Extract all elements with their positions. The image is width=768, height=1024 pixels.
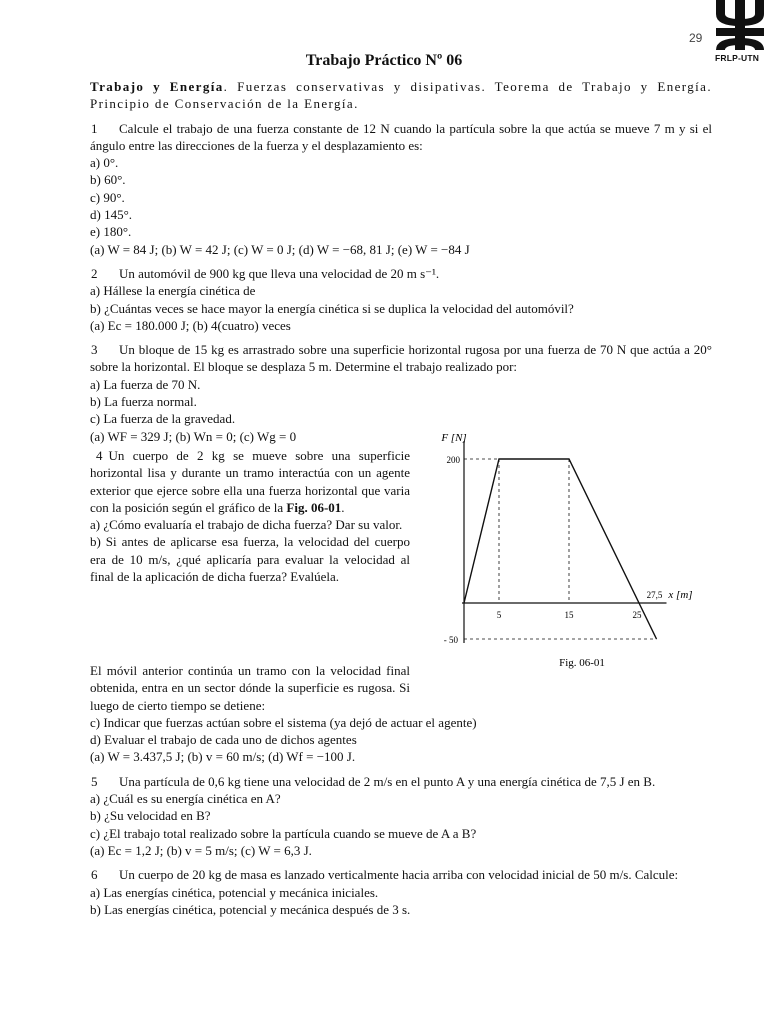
figure-06-01 (420, 431, 712, 673)
question-4-continuation: El móvil anterior continúa un tramo con la velocidad final obtenida, entra en un sector dónde la superficie es rugosa. Si luego de cierto tiempo se detiene: (90, 662, 410, 713)
question-text: Un automóvil de 900 kg que lleva una velocidad de 20 m s⁻¹. (119, 265, 440, 281)
x-tick-label: 27,5 (646, 589, 663, 600)
x-tick-label: 5 (496, 609, 502, 620)
question-text: Una partícula de 0,6 kg tiene una velocidad de 2 m/s en el punto A y una energía cinética de 7,5 J en B. (119, 773, 656, 789)
force-position-chart (420, 431, 712, 673)
question-number: 4 (96, 447, 103, 463)
list-item: a) La fuerza de 70 N. (90, 376, 201, 392)
list-item: b) La fuerza normal. (90, 394, 197, 410)
question-number: 3 (91, 342, 98, 358)
question-number: 1 (91, 120, 98, 136)
figure-reference: Fig. 06-01 (286, 499, 342, 515)
question-3 (90, 341, 712, 376)
question-6 (90, 866, 712, 883)
force-series-line (464, 459, 657, 639)
list-item: c) 90°. (90, 189, 125, 205)
list-item: a) 0°. (90, 155, 119, 171)
list-item: d) Evaluar el trabajo de cada uno de dichos agentes (90, 732, 357, 748)
list-item: b) ¿Su velocidad en B? (90, 808, 211, 824)
list-item: c) Indicar que fuerzas actúan sobre el sistema (ya dejó de actuar el agente) (90, 714, 477, 730)
question-text: Un cuerpo de 2 kg se mueve sobre una superficie horizontal lisa y durante un tramo interactúa con un agente exterior que ejerce sobre ella una fuerza horizontal que varia con la posición según el gráfico de la (90, 447, 410, 515)
question-number: 2 (91, 265, 98, 281)
question-2 (90, 265, 712, 282)
logo-label: FRLP-UTN (715, 53, 760, 63)
answer-2: (a) Ec = 180.000 J; (b) 4(cuatro) veces (90, 317, 291, 333)
question-text: Un cuerpo de 20 kg de masa es lanzado verticalmente hacia arriba con velocidad inicial de 50 m/s. Calcule: (119, 867, 679, 883)
question-text: Un bloque de 15 kg es arrastrado sobre una superficie horizontal rugosa por una fuerza de 70 N que actúa a 20° sobre la horizontal. El bloque se desplaza 5 m. Determine el trabajo realizado por: (90, 342, 712, 375)
intro-rest: . Fuerzas conservativas y disipativas. Teorema de Trabajo y Energía. Principio de Conservación de la Energía. (90, 79, 712, 112)
page-title: Trabajo Práctico Nº 06 (305, 52, 463, 69)
question-1 (90, 120, 712, 155)
list-item: c) La fuerza de la gravedad. (90, 411, 236, 427)
y-axis-label: F [N] (441, 431, 467, 444)
y-tick-label: 200 (446, 454, 460, 465)
x-tick-label: 25 (632, 609, 642, 620)
x-axis-label: x [m] (668, 588, 693, 601)
question-text-end: . (341, 499, 345, 515)
answer-4: (a) W = 3.437,5 J; (b) v = 60 m/s; (d) Wf = −100 J. (90, 749, 356, 765)
answer-5: (a) Ec = 1,2 J; (b) v = 5 m/s; (c) W = 6,3 J. (90, 842, 312, 858)
question-number: 5 (91, 773, 98, 789)
question-text: Calcule el trabajo de una fuerza constante de 12 N cuando la partícula sobre la que actúa se mueve 7 m y si el ángulo entre las direcciones de la fuerza y el desplazamiento es: (90, 120, 712, 153)
list-item: c) ¿El trabajo total realizado sobre la partícula cuando se mueve de A a B? (90, 825, 477, 841)
question-4 (90, 447, 410, 516)
answer-3: (a) WF = 329 J; (b) Wn = 0; (c) Wg = 0 (90, 428, 297, 444)
y-tick-label: - 50 (443, 634, 458, 645)
intro-paragraph (90, 78, 712, 113)
list-item: b) Si antes de aplicarse esa fuerza, la velocidad del cuerpo era de 10 m/s, ¿qué aplicaría para evaluar la velocidad al final de la aplicación de dicha fuerza? Evalúela. (90, 534, 410, 585)
list-item: b) ¿Cuántas veces se hace mayor la energía cinética si se duplica la velocidad del automóvil? (90, 300, 574, 316)
list-item: a) Las energías cinética, potencial y mecánica iniciales. (90, 884, 379, 900)
list-item: a) ¿Cuál es su energía cinética en A? (90, 791, 281, 807)
list-item: b) 60°. (90, 172, 126, 188)
list-item: e) 180°. (90, 224, 132, 240)
intro-bold: Trabajo y Energía (90, 79, 224, 94)
list-item: a) ¿Cómo evaluaría el trabajo de dicha fuerza? Dar su valor. (90, 517, 403, 533)
page-number: 29 (689, 31, 703, 45)
x-tick-label: 15 (564, 609, 574, 620)
list-item: b) Las energías cinética, potencial y mecánica después de 3 s. (90, 901, 411, 917)
list-item: a) Hállese la energía cinética de (90, 283, 256, 299)
question-number: 6 (91, 867, 98, 883)
document-body (90, 78, 712, 918)
figure-caption: Fig. 06-01 (559, 656, 605, 669)
answer-1: (a) W = 84 J; (b) W = 42 J; (c) W = 0 J; (d) W = −68, 81 J; (e) W = −84 J (90, 241, 470, 257)
question-4-text-column (90, 447, 410, 585)
question-5 (90, 773, 712, 790)
list-item: d) 145°. (90, 207, 133, 223)
